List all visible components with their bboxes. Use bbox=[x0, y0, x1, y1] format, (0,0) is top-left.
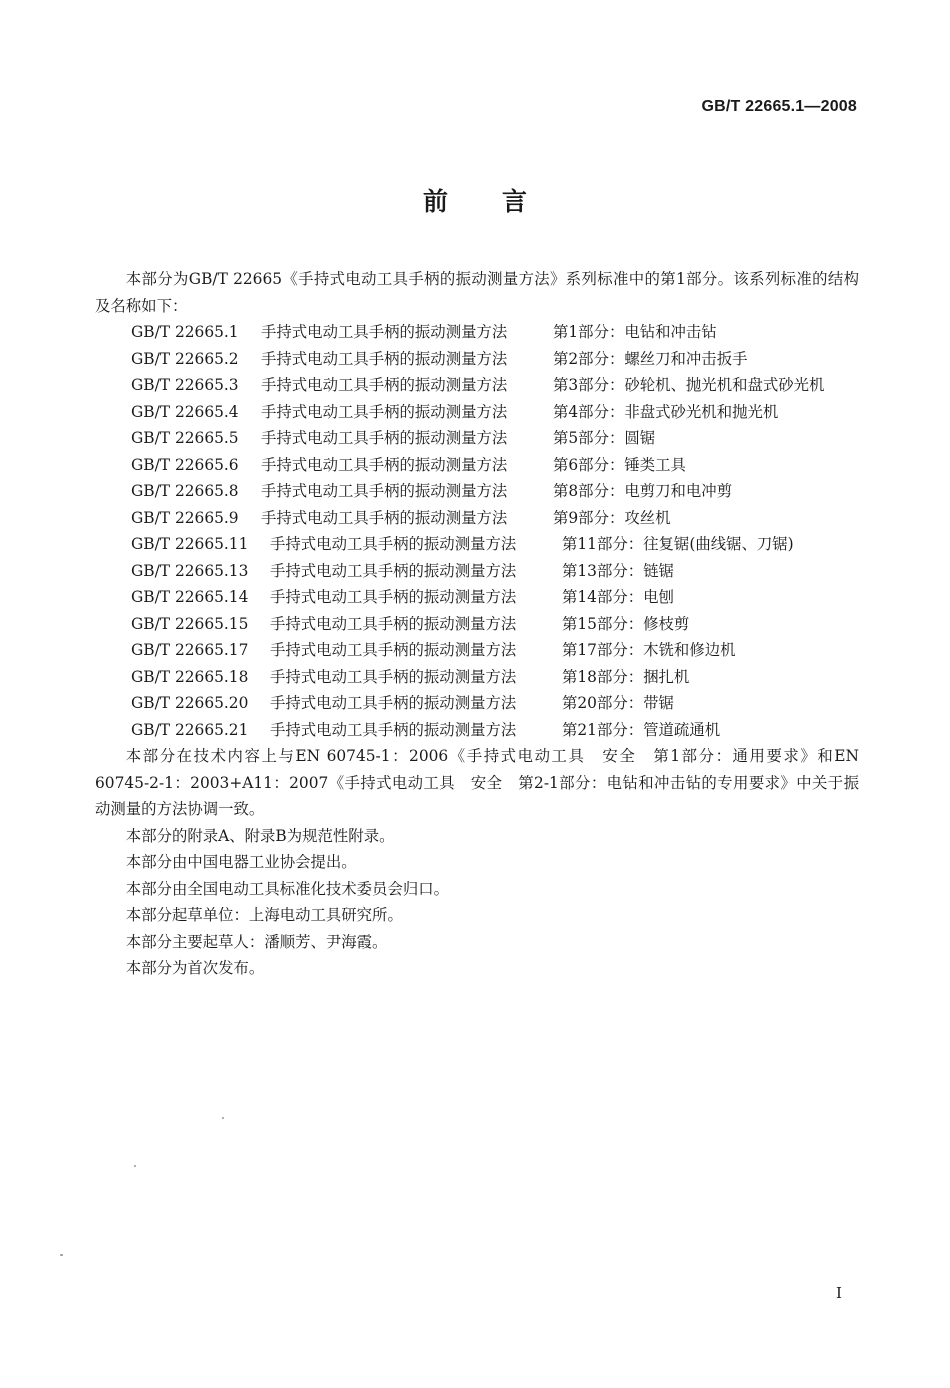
first-release-paragraph: 本部分为首次发布。 bbox=[125, 959, 265, 977]
part-series-title: 手持式电动工具手柄的振动测量方法 bbox=[261, 323, 508, 341]
list-item bbox=[95, 584, 859, 611]
part-series-title: 手持式电动工具手柄的振动测量方法 bbox=[270, 535, 517, 553]
part-code: GB/T 22665.18 bbox=[131, 667, 249, 686]
part-name: 第1部分：电钻和冲击钻 bbox=[553, 323, 717, 341]
scan-speck bbox=[134, 1165, 136, 1167]
part-series-title: 手持式电动工具手柄的振动测量方法 bbox=[261, 429, 508, 447]
part-name: 第17部分：木铣和修边机 bbox=[562, 641, 736, 659]
scan-speck bbox=[60, 1254, 63, 1256]
part-series-title: 手持式电动工具手柄的振动测量方法 bbox=[261, 376, 508, 394]
part-name: 第6部分：锤类工具 bbox=[553, 455, 686, 474]
part-code: GB/T 22665.11 bbox=[131, 535, 249, 553]
part-code: GB/T 22665.8 bbox=[131, 482, 239, 500]
part-code: GB/T 22665.4 bbox=[131, 402, 239, 421]
list-item bbox=[95, 319, 859, 346]
part-series-title: 手持式电动工具手柄的振动测量方法 bbox=[270, 694, 517, 712]
part-series-title: 手持式电动工具手柄的振动测量方法 bbox=[270, 588, 517, 606]
parts-list bbox=[95, 319, 859, 743]
proposer-paragraph: 本部分由中国电器工业协会提出。 bbox=[125, 853, 357, 871]
list-item bbox=[95, 478, 859, 505]
list-item bbox=[95, 611, 859, 638]
list-item bbox=[95, 372, 859, 399]
list-item bbox=[95, 558, 859, 585]
part-code: GB/T 22665.1 bbox=[131, 323, 239, 341]
page-number: I bbox=[836, 1284, 842, 1302]
list-item bbox=[95, 637, 859, 664]
part-series-title: 手持式电动工具手柄的振动测量方法 bbox=[261, 349, 508, 368]
part-code: GB/T 22665.15 bbox=[131, 614, 249, 633]
part-name: 第5部分：圆锯 bbox=[553, 429, 656, 447]
list-item bbox=[95, 717, 859, 744]
committee-paragraph: 本部分由全国电动工具标准化技术委员会归口。 bbox=[125, 879, 450, 898]
part-name: 第13部分：链锯 bbox=[562, 561, 674, 580]
standard-code: GB/T 22665.1—2008 bbox=[701, 98, 857, 115]
list-item bbox=[95, 664, 859, 691]
part-name: 第4部分：非盘式砂光机和抛光机 bbox=[553, 402, 779, 421]
part-code: GB/T 22665.2 bbox=[131, 349, 239, 368]
part-series-title: 手持式电动工具手柄的振动测量方法 bbox=[270, 641, 517, 659]
part-name: 第18部分：捆扎机 bbox=[562, 667, 690, 686]
part-name: 第21部分：管道疏通机 bbox=[562, 720, 721, 739]
part-series-title: 手持式电动工具手柄的振动测量方法 bbox=[270, 614, 517, 633]
part-name: 第3部分：砂轮机、抛光机和盘式砂光机 bbox=[553, 376, 825, 394]
part-series-title: 手持式电动工具手柄的振动测量方法 bbox=[270, 720, 517, 739]
list-item bbox=[95, 425, 859, 452]
page-title: 前言 bbox=[422, 187, 581, 216]
part-code: GB/T 22665.17 bbox=[131, 641, 249, 659]
part-series-title: 手持式电动工具手柄的振动测量方法 bbox=[261, 482, 508, 500]
part-name: 第11部分：往复锯(曲线锯、刀锯) bbox=[562, 535, 794, 553]
part-series-title: 手持式电动工具手柄的振动测量方法 bbox=[261, 508, 508, 527]
document-body bbox=[95, 266, 859, 982]
part-name: 第20部分：带锯 bbox=[562, 694, 674, 712]
part-code: GB/T 22665.14 bbox=[131, 588, 249, 606]
part-code: GB/T 22665.3 bbox=[131, 376, 239, 394]
part-name: 第9部分：攻丝机 bbox=[553, 508, 671, 527]
part-code: GB/T 22665.21 bbox=[131, 720, 249, 739]
part-series-title: 手持式电动工具手柄的振动测量方法 bbox=[261, 455, 508, 474]
list-item bbox=[95, 452, 859, 479]
part-code: GB/T 22665.13 bbox=[131, 561, 249, 580]
scan-speck bbox=[222, 1117, 224, 1119]
part-code: GB/T 22665.6 bbox=[131, 455, 239, 474]
part-series-title: 手持式电动工具手柄的振动测量方法 bbox=[261, 402, 508, 421]
drafters-paragraph: 本部分主要起草人：潘顺芳、尹海霞。 bbox=[125, 932, 388, 951]
part-code: GB/T 22665.9 bbox=[131, 508, 239, 527]
part-code: GB/T 22665.20 bbox=[131, 694, 249, 712]
list-item bbox=[95, 690, 859, 717]
list-item bbox=[95, 346, 859, 373]
part-name: 第8部分：电剪刀和电冲剪 bbox=[553, 482, 733, 500]
part-name: 第2部分：螺丝刀和冲击扳手 bbox=[553, 349, 748, 368]
harmonization-paragraph: 本部分在技术内容上与EN 60745-1：2006《手持式电动工具 安全 第1部分：通用要求》和EN 60745-2-1：2003+A11：2007《手持式电动工具 安全 第2-1部分：电钻和冲击钻的专用要求》中关于振动测量的方法协调一致。 bbox=[95, 747, 859, 818]
drafting-unit-paragraph: 本部分起草单位：上海电动工具研究所。 bbox=[125, 906, 403, 924]
intro-paragraph: 本部分为GB/T 22665《手持式电动工具手柄的振动测量方法》系列标准中的第1部分。该系列标准的结构及名称如下： bbox=[95, 270, 859, 315]
list-item bbox=[95, 531, 859, 558]
part-code: GB/T 22665.5 bbox=[131, 429, 239, 447]
annex-paragraph: 本部分的附录A、附录B为规范性附录。 bbox=[125, 826, 395, 845]
list-item bbox=[95, 505, 859, 532]
part-name: 第15部分：修枝剪 bbox=[562, 614, 690, 633]
part-series-title: 手持式电动工具手柄的振动测量方法 bbox=[270, 667, 517, 686]
part-name: 第14部分：电刨 bbox=[562, 588, 674, 606]
part-series-title: 手持式电动工具手柄的振动测量方法 bbox=[270, 561, 517, 580]
list-item bbox=[95, 399, 859, 426]
